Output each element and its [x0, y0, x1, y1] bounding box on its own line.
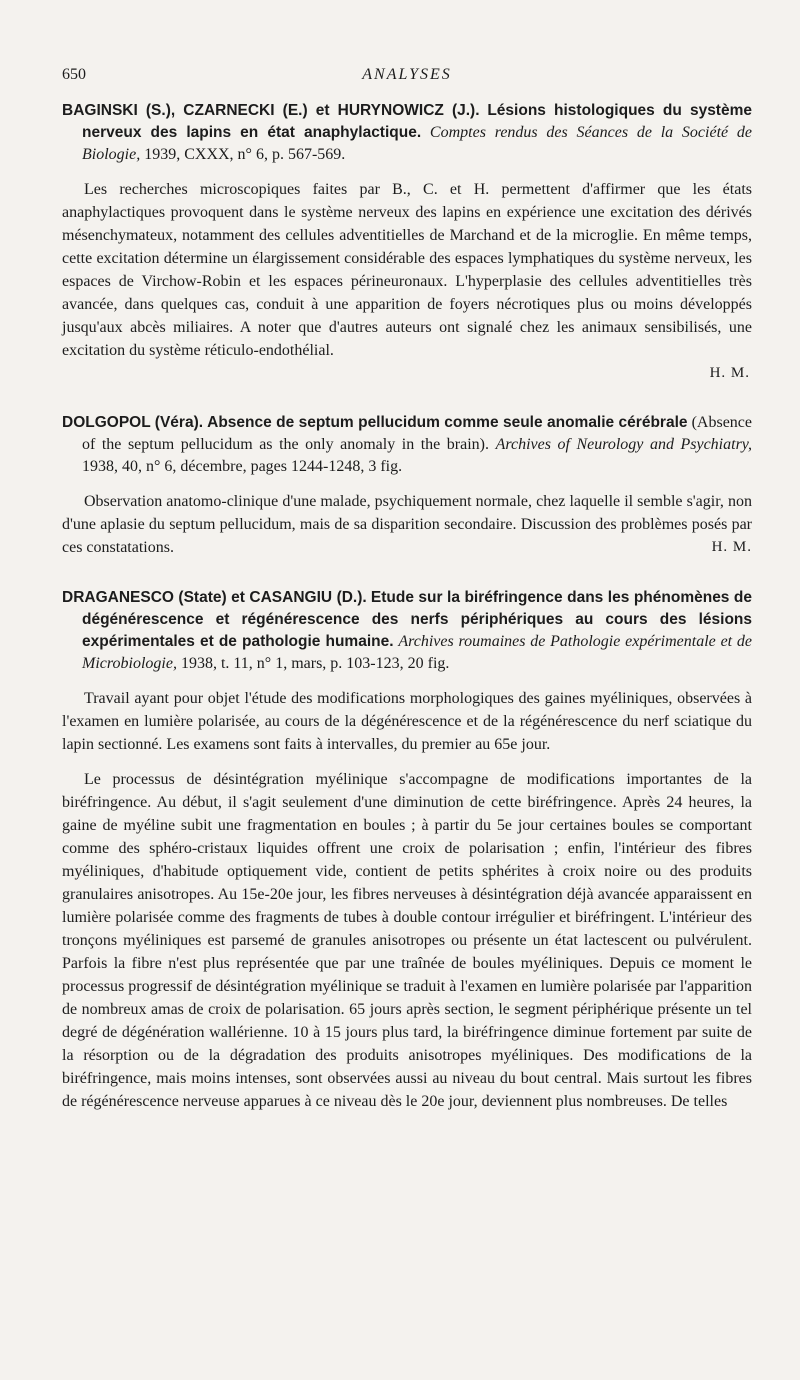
review-entry: [62, 100, 752, 384]
authors: DRAGANESCO (State) et CASANGIU (D.).: [62, 589, 367, 606]
section-title: ANALYSES: [362, 66, 452, 83]
abstract-paragraph: Les recherches microscopiques faites par B., C. et H. permettent d'affirmer que les états anaphylactiques provoquent dans le système nerveux des lapins en expérience une excitation des dérivés mésenchymateux, notamment des cellules adventitielles de Marchand et de la microglie. En même temps, cette excitation détermine un élargissement considérable des espaces lymphatiques du système nerveux, les espaces de Virchow-Robin et les espaces périneuronaux. L'hyperplasie des cellules adventitielles très avancée, dans quelques cas, conduit à une apparition de foyers nécrotiques plus ou moins développés jusqu'aux abcès miliaires. A noter que d'autres auteurs ont signalé chez les animaux sensibilisés, une excitation du système réticulo-endothélial.: [62, 181, 752, 359]
page-number: 650: [62, 66, 86, 83]
article-title: Etude sur la biréfringence dans les phénomènes de dégénérescence et régénérescence des nerfs périphériques au cours des lésions expérimentales et de pathologie humaine.: [82, 589, 753, 650]
citation-details: 1938, t. 11, n° 1, mars, p. 103-123, 20 fig.: [180, 655, 450, 672]
citation: [62, 587, 752, 675]
journal-name: Archives roumaines de Pathologie expérimentale et de Microbiologie,: [82, 633, 753, 672]
authors: BAGINSKI (S.), CZARNECKI (E.) et HURYNOWICZ (J.).: [62, 102, 480, 119]
running-header: [62, 62, 752, 92]
document-page: [62, 62, 752, 1113]
citation: [62, 412, 752, 478]
article-title: Lésions histologiques du système nerveux des lapins en état anaphylactique.: [82, 102, 752, 141]
abstract-paragraph: Le processus de désintégration myélinique s'accompagne de modifications importantes de la biréfringence. Au début, il s'agit seulement d'une diminution de cette biréfringence. Après 24 heures, la gaine de myéline subit une fragmentation en boules ; à partir du 5e jour certaines boules se comportant comme des sphéro-cristaux liquides offrent une croix de polarisation ; enfin, l'intérieur des fibres myéliniques, d'habitude optiquement vide, contient de petits sphérites à croix noire ou des produits granulaires anisotropes. Au 15e-20e jour, les fibres nerveuses à désintégration déjà avancée apparaissent en lumière polarisée comme des fragments de tubes à double contour irrégulier et biréfringent. L'intérieur des tronçons myéliniques est parsemé de granules anisotropes ou présente un état lactescent ou pulvérulent. Parfois la fibre n'est plus représentée que par une traînée de boules myéliniques. Depuis ce moment le processus progressif de désintégration myélinique se traduit à l'examen en lumière polarisée par l'apparition de nombreux amas de croix de polarisation. 65 jours après section, le segment périphérique présente un tel degré de dégénération wallérienne. 10 à 15 jours plus tard, la biréfringence diminue fortement par suite de la résorption ou de la dégradation des produits anisotropes myéliniques. Des modifications de la biréfringence, mais moins intenses, sont observées aussi au niveau du bout central. Mais surtout les fibres de régénérescence nerveuse apparues à ce niveau dès le 20e jour, deviennent plus nombreuses. De telles: [62, 771, 752, 1110]
citation-details: 1938, 40, n° 6, décembre, pages 1244-1248, 3 fig.: [82, 458, 403, 475]
authors: DOLGOPOL (Véra).: [62, 414, 204, 431]
reviewer-signature: H. M.: [711, 539, 752, 555]
journal-name: Comptes rendus des Séances de la Société de Biologie,: [82, 124, 752, 163]
reviewer-signature: H. M.: [709, 365, 750, 381]
journal-name: Archives of Neurology and Psychiatry,: [495, 436, 753, 453]
citation-details: 1939, CXXX, n° 6, p. 567-569.: [144, 146, 346, 163]
review-entry: [62, 412, 752, 559]
abstract-text: Observation anatomo-clinique d'une malade, psychiquement normale, chez laquelle il semble s'agir, non d'une aplasie du septum pellucidum, mais de sa disparition secondaire. Discussion des problèmes posés par ces constatations.: [62, 493, 752, 556]
article-subtitle: (Absence of the septum pellucidum as the only anomaly in the brain).: [82, 414, 752, 453]
citation: [62, 100, 752, 166]
abstract-paragraph: Travail ayant pour objet l'étude des modifications morphologiques des gaines myéliniques, observées à l'examen en lumière polarisée, au cours de la dégénérescence et de la régénérescence du nerf sciatique du lapin sectionné. Les examens sont faits à intervalles, du premier au 65e jour.: [62, 690, 752, 753]
review-entry: [62, 587, 752, 1113]
article-title: Absence de septum pellucidum comme seule anomalie cérébrale: [207, 414, 688, 431]
abstract-paragraph: [62, 490, 752, 559]
